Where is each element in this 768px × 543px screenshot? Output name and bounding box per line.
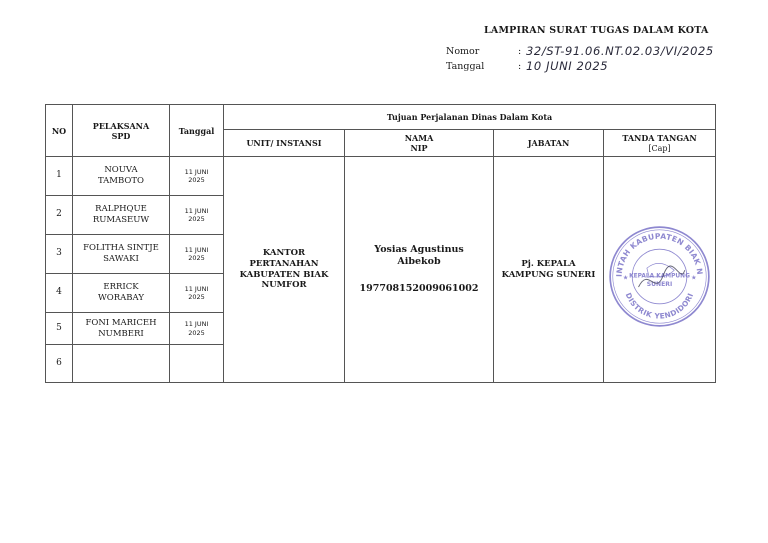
row-pelaksana	[73, 313, 170, 345]
jabatan-cell	[494, 157, 604, 383]
header-pelaksana-line1: PELAKSANA	[92, 120, 150, 131]
row-date	[170, 345, 224, 383]
official-name-line2: Aibekob	[397, 255, 441, 267]
row-name-line2: NUMBERI	[98, 328, 144, 339]
nomor-colon: :	[518, 46, 522, 57]
header-tanggal: Tanggal	[170, 105, 224, 157]
row-name-line2: SAWAKI	[103, 254, 139, 264]
header-cap: [Cap]	[648, 143, 671, 153]
row-date-line2: 2025	[188, 215, 205, 223]
tanggal-label: Tanggal	[446, 61, 485, 72]
row-date	[170, 157, 224, 196]
row-date	[170, 274, 224, 313]
row-date-line1: 11 JUNI	[184, 206, 209, 215]
jabatan-line1: Pj. KEPALA	[521, 258, 576, 269]
row-name-line2: WORABAY	[98, 293, 144, 303]
row-date-line2: 2025	[188, 176, 205, 184]
official-name-line1: Yosias Agustinus	[374, 243, 464, 255]
tanggal-value: 10 JUNI 2025	[526, 59, 609, 73]
stamp-outer-text: INTAH KABUPATEN BIAK N	[614, 231, 705, 278]
stamp-bottom-text: DISTRIK YENDIDORI	[623, 291, 696, 321]
row-date	[170, 313, 224, 345]
row-name-line1: ERRICK	[103, 282, 139, 293]
row-pelaksana	[73, 345, 170, 383]
unit-line: NUMFOR	[261, 280, 307, 291]
svg-text:★: ★	[691, 274, 697, 282]
svg-text:PEMERINTAH KABUPATEN BIAK NUMF	[607, 224, 704, 277]
row-no: 4	[46, 274, 73, 313]
stamp-inner-line2: SUNERI	[646, 280, 673, 288]
header-tujuan: Tujuan Perjalanan Dinas Dalam Kota	[224, 105, 716, 130]
row-name-line1: RALPHQUE	[95, 204, 147, 215]
stamp-seal-icon	[607, 224, 712, 329]
row-date-line2: 2025	[188, 254, 205, 262]
attachment-title: LAMPIRAN SURAT TUGAS DALAM KOTA	[484, 25, 709, 36]
unit-line: PERTANAHAN	[249, 258, 319, 269]
row-no: 3	[46, 235, 73, 274]
row-no: 1	[46, 157, 73, 196]
row-pelaksana	[73, 157, 170, 196]
table-row	[46, 157, 716, 196]
header-jabatan: JABATAN	[494, 130, 604, 157]
svg-text:★: ★	[622, 274, 629, 282]
row-date-line1: 11 JUNI	[184, 245, 209, 254]
row-date-line1: 11 JUNI	[184, 284, 209, 293]
stamp-inner-line1: KEPALA KAMPUNG	[629, 273, 690, 280]
official-nip: 197708152009061002	[359, 283, 479, 295]
official-stamp	[607, 224, 712, 329]
nama-nip-cell	[345, 157, 494, 383]
header-nama-nip	[345, 130, 494, 157]
header-ttd-label: TANDA TANGAN	[622, 132, 697, 143]
jabatan-line2: KAMPUNG SUNERI	[501, 269, 596, 280]
header-nip: NIP	[410, 143, 428, 153]
row-date-line2: 2025	[188, 293, 205, 301]
row-pelaksana	[73, 274, 170, 313]
tanggal-colon: :	[518, 61, 522, 72]
row-name-line1: NOUVA	[104, 165, 138, 176]
row-name-line2: RUMASEUW	[92, 215, 150, 225]
row-name-line1: FONI MARICEH	[85, 317, 157, 328]
row-date-line1: 11 JUNI	[184, 167, 209, 176]
unit-line: KABUPATEN BIAK	[239, 269, 329, 280]
row-date	[170, 235, 224, 274]
header-nama: NAMA	[404, 133, 434, 143]
row-name-line2: TAMBOTO	[97, 176, 145, 186]
row-name-line1: FOLITHA SINTJE	[83, 243, 159, 254]
header-pelaksana-line2: SPD	[111, 130, 131, 141]
header-no: NO	[46, 105, 73, 157]
header-unit: UNIT/ INSTANSI	[224, 130, 345, 157]
header-ttd	[604, 130, 716, 157]
row-date-line1: 11 JUNI	[184, 320, 209, 329]
unit-instansi-cell	[224, 157, 345, 383]
row-no: 6	[46, 345, 73, 383]
unit-line: KANTOR	[262, 248, 306, 259]
row-date-line2: 2025	[188, 328, 205, 337]
row-date	[170, 196, 224, 235]
row-no: 5	[46, 313, 73, 345]
row-no: 2	[46, 196, 73, 235]
nomor-label: Nomor	[446, 46, 480, 57]
row-pelaksana	[73, 196, 170, 235]
nomor-value: 32/ST-91.06.NT.02.03/VI/2025	[526, 44, 714, 58]
row-pelaksana	[73, 235, 170, 274]
header-pelaksana	[73, 105, 170, 157]
